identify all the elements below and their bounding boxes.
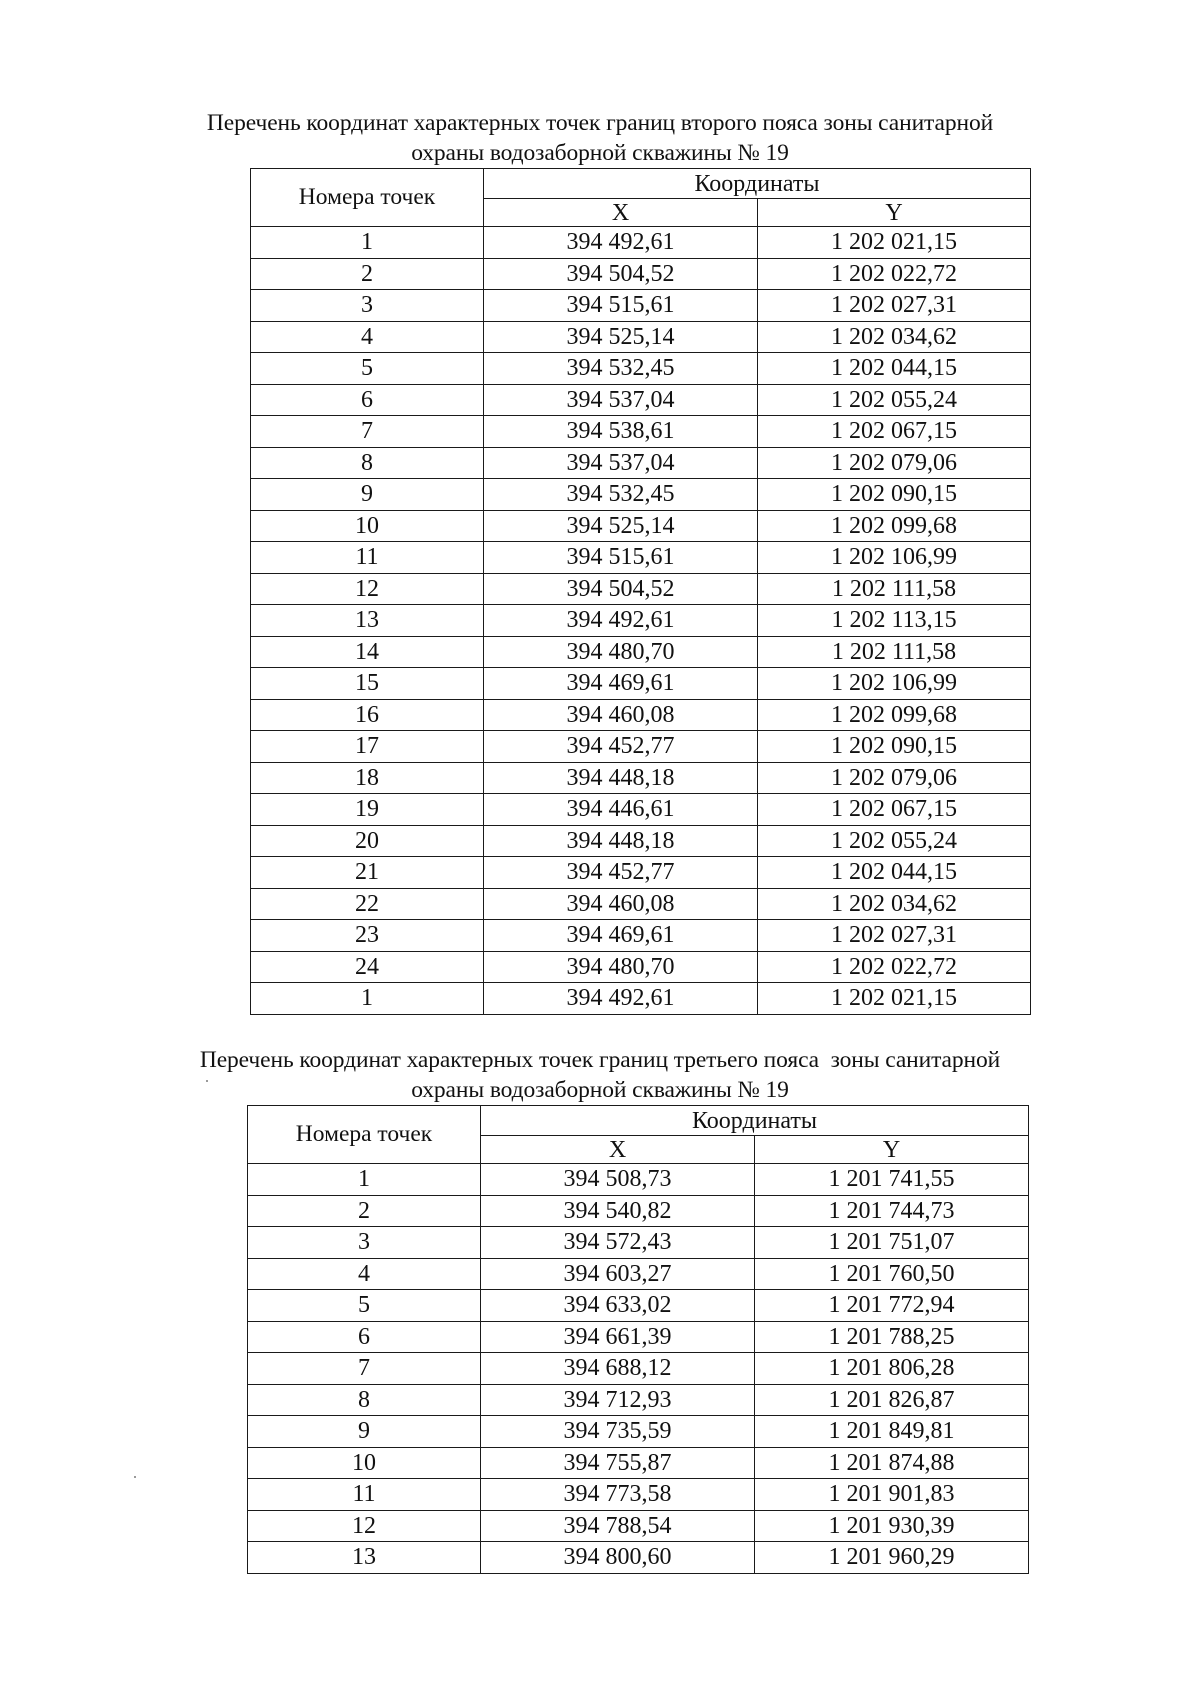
point-number-cell: 4 — [251, 321, 484, 353]
y-coordinate-cell: 1 202 021,15 — [758, 227, 1031, 259]
y-coordinate-cell: 1 201 760,50 — [755, 1258, 1029, 1290]
x-coordinate-cell: 394 448,18 — [484, 762, 758, 794]
y-coordinate-cell: 1 202 090,15 — [758, 731, 1031, 763]
header-y: Y — [758, 199, 1031, 227]
x-coordinate-cell: 394 537,04 — [484, 447, 758, 479]
point-number-cell: 2 — [251, 258, 484, 290]
x-coordinate-cell: 394 525,14 — [484, 321, 758, 353]
scan-speck — [134, 1476, 136, 1478]
y-coordinate-cell: 1 202 034,62 — [758, 321, 1031, 353]
table-row — [251, 290, 1031, 322]
y-coordinate-cell: 1 201 806,28 — [755, 1353, 1029, 1385]
x-coordinate-cell: 394 572,43 — [481, 1227, 755, 1259]
x-coordinate-cell: 394 540,82 — [481, 1195, 755, 1227]
x-coordinate-cell: 394 633,02 — [481, 1290, 755, 1322]
point-number-cell: 16 — [251, 699, 484, 731]
table-row — [251, 510, 1031, 542]
y-coordinate-cell: 1 202 027,31 — [758, 920, 1031, 952]
y-coordinate-cell: 1 202 021,15 — [758, 983, 1031, 1015]
point-number-cell: 8 — [248, 1384, 481, 1416]
x-coordinate-cell: 394 800,60 — [481, 1542, 755, 1574]
table-row — [251, 699, 1031, 731]
y-coordinate-cell: 1 201 751,07 — [755, 1227, 1029, 1259]
y-coordinate-cell: 1 202 106,99 — [758, 668, 1031, 700]
point-number-cell: 6 — [251, 384, 484, 416]
x-coordinate-cell: 394 515,61 — [484, 542, 758, 574]
x-coordinate-cell: 394 515,61 — [484, 290, 758, 322]
header-coordinates: Координаты — [484, 169, 1031, 199]
table-row — [251, 542, 1031, 574]
table-row — [251, 857, 1031, 889]
x-coordinate-cell: 394 532,45 — [484, 353, 758, 385]
x-coordinate-cell: 394 537,04 — [484, 384, 758, 416]
point-number-cell: 14 — [251, 636, 484, 668]
point-number-cell: 3 — [251, 290, 484, 322]
table-row — [248, 1321, 1029, 1353]
table-row — [248, 1195, 1029, 1227]
x-coordinate-cell: 394 788,54 — [481, 1510, 755, 1542]
table-row — [251, 447, 1031, 479]
y-coordinate-cell: 1 202 055,24 — [758, 825, 1031, 857]
point-number-cell: 21 — [251, 857, 484, 889]
x-coordinate-cell: 394 448,18 — [484, 825, 758, 857]
x-coordinate-cell: 394 492,61 — [484, 227, 758, 259]
header-x: X — [484, 199, 758, 227]
x-coordinate-cell: 394 452,77 — [484, 731, 758, 763]
x-coordinate-cell: 394 492,61 — [484, 605, 758, 637]
point-number-cell: 1 — [251, 227, 484, 259]
point-number-cell: 6 — [248, 1321, 481, 1353]
y-coordinate-cell: 1 201 901,83 — [755, 1479, 1029, 1511]
third-belt-section — [0, 1045, 1200, 1571]
point-number-cell: 8 — [251, 447, 484, 479]
y-coordinate-cell: 1 201 960,29 — [755, 1542, 1029, 1574]
point-number-cell: 20 — [251, 825, 484, 857]
point-number-cell: 1 — [251, 983, 484, 1015]
y-coordinate-cell: 1 201 744,73 — [755, 1195, 1029, 1227]
y-coordinate-cell: 1 202 111,58 — [758, 573, 1031, 605]
point-number-cell: 13 — [248, 1542, 481, 1574]
x-coordinate-cell: 394 603,27 — [481, 1258, 755, 1290]
third-belt-table-body — [248, 1164, 1029, 1574]
y-coordinate-cell: 1 202 079,06 — [758, 762, 1031, 794]
table-row — [251, 794, 1031, 826]
table-row — [251, 573, 1031, 605]
y-coordinate-cell: 1 202 111,58 — [758, 636, 1031, 668]
table-row — [251, 825, 1031, 857]
y-coordinate-cell: 1 202 067,15 — [758, 416, 1031, 448]
y-coordinate-cell: 1 202 055,24 — [758, 384, 1031, 416]
header-x: X — [481, 1136, 755, 1164]
x-coordinate-cell: 394 661,39 — [481, 1321, 755, 1353]
y-coordinate-cell: 1 202 099,68 — [758, 510, 1031, 542]
second-belt-table-body — [251, 227, 1031, 1015]
scan-speck — [206, 1080, 208, 1082]
x-coordinate-cell: 394 504,52 — [484, 258, 758, 290]
point-number-cell: 10 — [248, 1447, 481, 1479]
point-number-cell: 15 — [251, 668, 484, 700]
table-row — [248, 1416, 1029, 1448]
third-belt-title — [0, 1045, 1200, 1105]
x-coordinate-cell: 394 755,87 — [481, 1447, 755, 1479]
point-number-cell: 9 — [248, 1416, 481, 1448]
point-number-cell: 12 — [248, 1510, 481, 1542]
x-coordinate-cell: 394 480,70 — [484, 951, 758, 983]
table-row — [251, 636, 1031, 668]
x-coordinate-cell: 394 469,61 — [484, 668, 758, 700]
y-coordinate-cell: 1 201 930,39 — [755, 1510, 1029, 1542]
table-row — [251, 668, 1031, 700]
x-coordinate-cell: 394 773,58 — [481, 1479, 755, 1511]
table-row — [251, 321, 1031, 353]
table-row — [251, 384, 1031, 416]
x-coordinate-cell: 394 446,61 — [484, 794, 758, 826]
y-coordinate-cell: 1 202 034,62 — [758, 888, 1031, 920]
point-number-cell: 22 — [251, 888, 484, 920]
x-coordinate-cell: 394 532,45 — [484, 479, 758, 511]
point-number-cell: 7 — [248, 1353, 481, 1385]
table-row — [251, 983, 1031, 1015]
x-coordinate-cell: 394 688,12 — [481, 1353, 755, 1385]
point-number-cell: 24 — [251, 951, 484, 983]
table-row — [251, 920, 1031, 952]
x-coordinate-cell: 394 492,61 — [484, 983, 758, 1015]
title-line-2: охраны водозаборной скважины № 19 — [411, 140, 789, 166]
point-number-cell: 7 — [251, 416, 484, 448]
header-y: Y — [755, 1136, 1029, 1164]
point-number-cell: 5 — [248, 1290, 481, 1322]
table-row — [251, 416, 1031, 448]
table-row — [248, 1542, 1029, 1574]
table-row — [251, 762, 1031, 794]
x-coordinate-cell: 394 452,77 — [484, 857, 758, 889]
table-row — [251, 227, 1031, 259]
table-row — [251, 258, 1031, 290]
x-coordinate-cell: 394 538,61 — [484, 416, 758, 448]
x-coordinate-cell: 394 460,08 — [484, 699, 758, 731]
header-coordinates: Координаты — [481, 1106, 1029, 1136]
third-belt-coordinates-table — [247, 1105, 1029, 1574]
table-row — [248, 1164, 1029, 1196]
point-number-cell: 19 — [251, 794, 484, 826]
y-coordinate-cell: 1 202 099,68 — [758, 699, 1031, 731]
table-row — [251, 731, 1031, 763]
x-coordinate-cell: 394 525,14 — [484, 510, 758, 542]
header-point-numbers: Номера точек — [251, 169, 484, 227]
y-coordinate-cell: 1 201 788,25 — [755, 1321, 1029, 1353]
table-row — [248, 1479, 1029, 1511]
point-number-cell: 9 — [251, 479, 484, 511]
y-coordinate-cell: 1 201 772,94 — [755, 1290, 1029, 1322]
x-coordinate-cell: 394 480,70 — [484, 636, 758, 668]
table-row — [248, 1353, 1029, 1385]
y-coordinate-cell: 1 201 741,55 — [755, 1164, 1029, 1196]
table-row — [248, 1258, 1029, 1290]
point-number-cell: 4 — [248, 1258, 481, 1290]
table-row — [248, 1290, 1029, 1322]
x-coordinate-cell: 394 735,59 — [481, 1416, 755, 1448]
table-row — [248, 1510, 1029, 1542]
y-coordinate-cell: 1 201 849,81 — [755, 1416, 1029, 1448]
table-row — [251, 951, 1031, 983]
y-coordinate-cell: 1 202 044,15 — [758, 353, 1031, 385]
second-belt-section — [0, 108, 1200, 1012]
x-coordinate-cell: 394 460,08 — [484, 888, 758, 920]
y-coordinate-cell: 1 202 027,31 — [758, 290, 1031, 322]
y-coordinate-cell: 1 202 022,72 — [758, 951, 1031, 983]
point-number-cell: 10 — [251, 510, 484, 542]
table-row — [251, 479, 1031, 511]
y-coordinate-cell: 1 202 113,15 — [758, 605, 1031, 637]
point-number-cell: 12 — [251, 573, 484, 605]
point-number-cell: 23 — [251, 920, 484, 952]
x-coordinate-cell: 394 712,93 — [481, 1384, 755, 1416]
title-line-2: охраны водозаборной скважины № 19 — [411, 1077, 789, 1103]
point-number-cell: 1 — [248, 1164, 481, 1196]
second-belt-coordinates-table — [250, 168, 1031, 1015]
table-row — [248, 1447, 1029, 1479]
table-row — [251, 888, 1031, 920]
y-coordinate-cell: 1 202 044,15 — [758, 857, 1031, 889]
y-coordinate-cell: 1 202 090,15 — [758, 479, 1031, 511]
point-number-cell: 3 — [248, 1227, 481, 1259]
point-number-cell: 11 — [248, 1479, 481, 1511]
y-coordinate-cell: 1 202 067,15 — [758, 794, 1031, 826]
x-coordinate-cell: 394 469,61 — [484, 920, 758, 952]
point-number-cell: 17 — [251, 731, 484, 763]
x-coordinate-cell: 394 504,52 — [484, 573, 758, 605]
y-coordinate-cell: 1 201 874,88 — [755, 1447, 1029, 1479]
point-number-cell: 18 — [251, 762, 484, 794]
table-row — [248, 1227, 1029, 1259]
table-row — [248, 1384, 1029, 1416]
title-line-1: Перечень координат характерных точек границ второго пояса зоны санитарной — [206, 110, 994, 136]
title-line-1: Перечень координат характерных точек границ третьего пояса зоны санитарной — [199, 1047, 1001, 1073]
y-coordinate-cell: 1 202 079,06 — [758, 447, 1031, 479]
y-coordinate-cell: 1 201 826,87 — [755, 1384, 1029, 1416]
y-coordinate-cell: 1 202 106,99 — [758, 542, 1031, 574]
point-number-cell: 5 — [251, 353, 484, 385]
table-row — [251, 605, 1031, 637]
table-row — [251, 353, 1031, 385]
point-number-cell: 11 — [251, 542, 484, 574]
point-number-cell: 2 — [248, 1195, 481, 1227]
y-coordinate-cell: 1 202 022,72 — [758, 258, 1031, 290]
x-coordinate-cell: 394 508,73 — [481, 1164, 755, 1196]
second-belt-title — [0, 108, 1200, 168]
header-point-numbers: Номера точек — [248, 1106, 481, 1164]
point-number-cell: 13 — [251, 605, 484, 637]
